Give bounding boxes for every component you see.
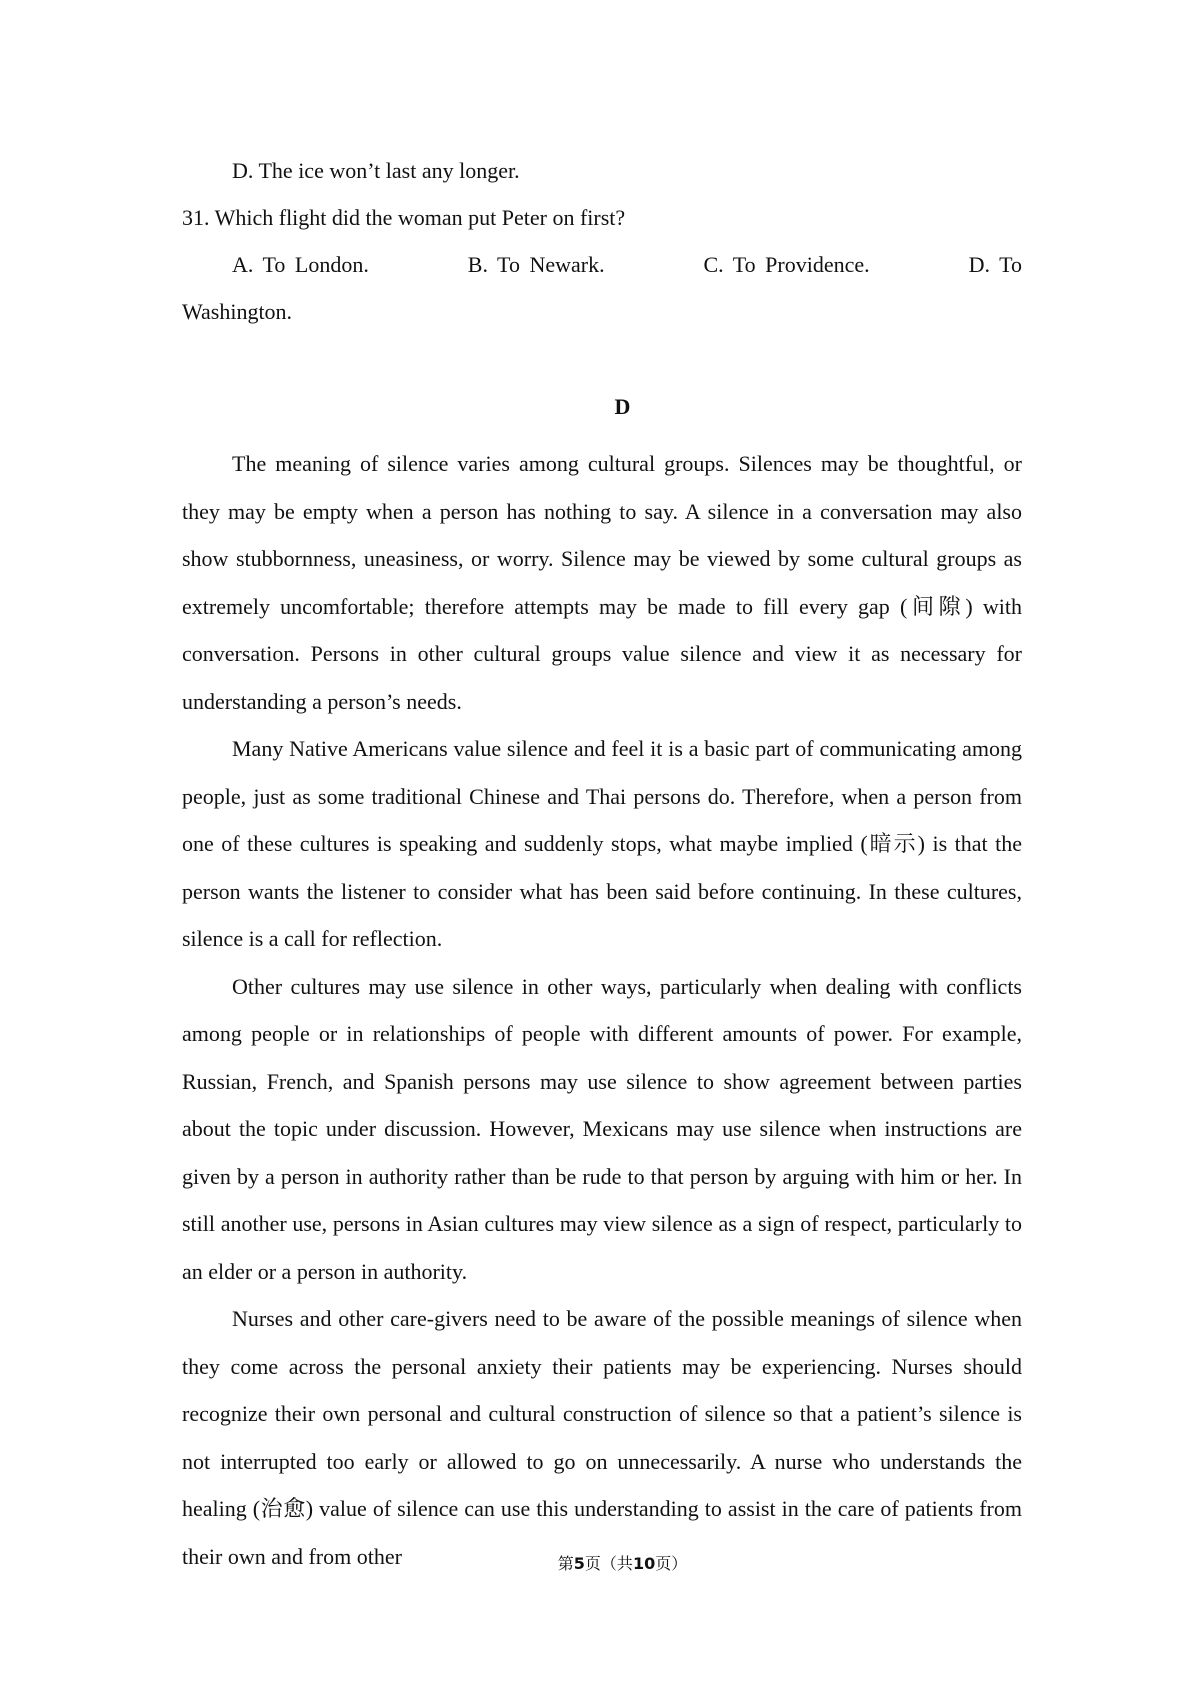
passage-paragraph-2: Many Native Americans value silence and feel it is a basic part of communicating among people, just as some traditional Chinese and Thai persons do. Therefore, when a person from one of these cultures is speaking and suddenly stops, what maybe implied (暗示) is that the person wants the listener to consider what has been said before continuing. In these cultures, silence is a call for reflection. xyxy=(182,736,1022,951)
q31-option-d: D. To xyxy=(968,252,1022,277)
q31-options xyxy=(232,251,1022,279)
passage-paragraph-1: The meaning of silence varies among cultural groups. Silences may be thoughtful, or they may be empty when a person has nothing to say. A silence in a conversation may also show stubbornness, uneasiness, or worry. Silence may be viewed by some cultural groups as extremely uncomfortable; therefore attempts may be made to fill every gap (间隙) with conversation. Persons in other cultural groups value silence and view it as necessary for understanding a person’s needs. xyxy=(182,451,1022,714)
passage-paragraph-4: Nurses and other care-givers need to be aware of the possible meanings of silence when they come across the personal anxiety their patients may be experiencing. Nurses should recognize their own personal and cultural construction of silence so that a patient’s silence is not interrupted too early or allowed to go on unnecessarily. A nurse who understands the healing (治愈) value of silence can use this understanding to assist in the care of patients from their own and from other xyxy=(182,1306,1022,1569)
q31-option-c: C. To Providence. xyxy=(703,252,870,277)
q31-option-d-continued: Washington. xyxy=(182,299,293,324)
section-title: D xyxy=(614,394,631,419)
passage-paragraph-3: Other cultures may use silence in other ways, particularly when dealing with conflicts among people or in relationships of people with different amounts of power. For example, Russian, French, and Spanish persons may use silence to show agreement between parties about the topic under discussion. However, Mexicans may use silence when instructions are given by a person in authority rather than be rude to that person by arguing with him or her. In still another use, persons in Asian cultures may view silence as a sign of respect, particularly to an elder or a person in authority. xyxy=(182,973,1022,1284)
page-footer xyxy=(0,1553,1200,1575)
q31-option-b: B. To Newark. xyxy=(467,252,605,277)
footer-prefix: 第 xyxy=(557,1554,574,1573)
q31-stem: 31. Which flight did the woman put Peter on first? xyxy=(182,205,626,230)
q31-option-a: A. To London. xyxy=(232,252,369,277)
footer-total-pages: 10 xyxy=(632,1554,656,1573)
footer-middle: 页（共 xyxy=(584,1554,633,1573)
footer-suffix: 页） xyxy=(655,1554,688,1573)
q30-option-d: D. The ice won’t last any longer. xyxy=(232,158,520,183)
footer-page-number: 5 xyxy=(573,1554,585,1573)
reading-passage xyxy=(182,440,1022,1580)
